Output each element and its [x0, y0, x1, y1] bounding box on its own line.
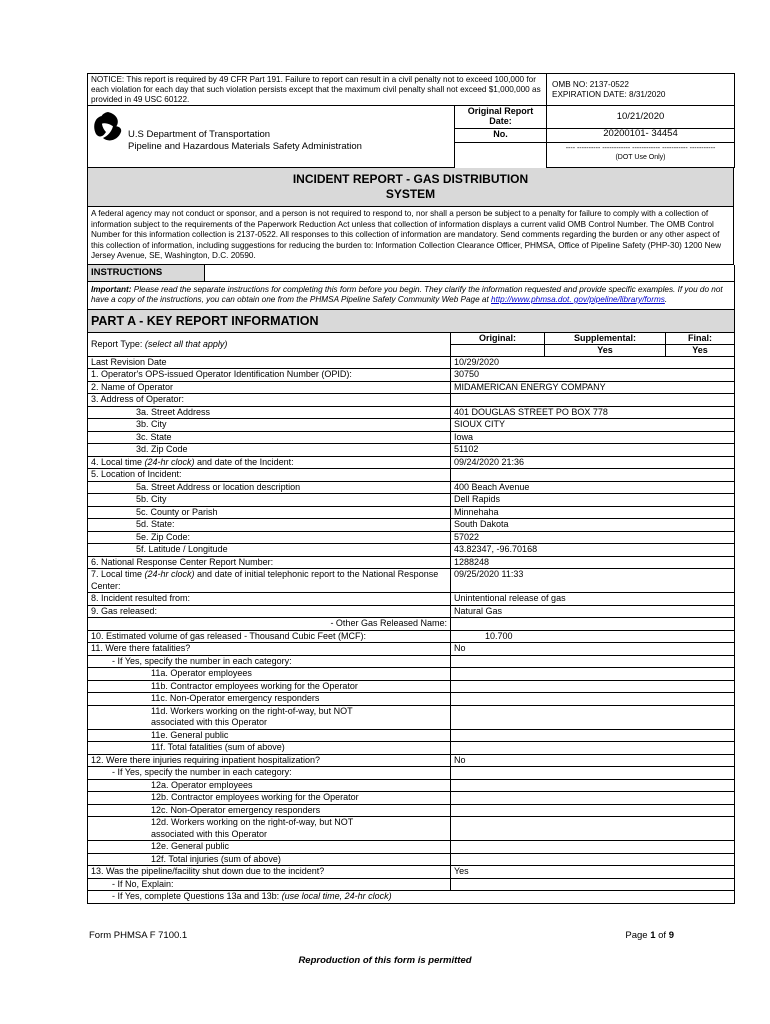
- table-row: [88, 680, 735, 693]
- field-value[interactable]: 57022: [451, 531, 735, 544]
- field-value[interactable]: 401 DOUGLAS STREET PO BOX 778: [451, 406, 735, 419]
- table-row: [88, 419, 735, 432]
- field-value[interactable]: MIDAMERICAN ENERGY COMPANY: [451, 381, 735, 394]
- dot-use-only: [547, 142, 735, 167]
- field-label: - If No, Explain:: [88, 878, 451, 891]
- field-value[interactable]: 09/25/2020 11:33: [451, 569, 735, 593]
- field-value[interactable]: No: [451, 754, 735, 767]
- table-row: [88, 469, 735, 482]
- table-row: [88, 519, 735, 532]
- table-row: [88, 779, 735, 792]
- supplemental-label: Supplemental:: [545, 333, 666, 345]
- important-label: Important:: [91, 284, 132, 294]
- header-table: [87, 73, 735, 106]
- field-label: 3d. Zip Code: [88, 444, 451, 457]
- table-row: [88, 569, 735, 593]
- field-label: 1. Operator's OPS-issued Operator Identification Number (OPID):: [88, 369, 451, 382]
- original-value[interactable]: [451, 344, 545, 356]
- field-label: - If Yes, specify the number in each category:: [88, 655, 451, 668]
- table-row: [88, 742, 735, 755]
- field-value[interactable]: 43.82347, -96.70168: [451, 544, 735, 557]
- agency-name: U.S Department of Transportation: [128, 129, 271, 140]
- instructions-label: INSTRUCTIONS: [88, 265, 205, 282]
- final-value[interactable]: Yes: [666, 344, 735, 356]
- field-value[interactable]: Natural Gas: [451, 605, 735, 618]
- incident-report-form: [87, 73, 734, 904]
- table-row: [88, 878, 735, 891]
- table-row: [88, 618, 735, 631]
- field-value[interactable]: [451, 878, 735, 891]
- field-label: 5b. City: [88, 494, 451, 507]
- field-label: 13. Was the pipeline/facility shut down due to the incident?: [88, 866, 451, 879]
- agency-sub: Pipeline and Hazardous Materials Safety Administration: [128, 141, 362, 152]
- field-value[interactable]: 1288248: [451, 556, 735, 569]
- instructions-body: Please read the separate instructions for completing this form before you begin. They clarify the information requested and provide specific examples. If you do not have a copy of the instructions, you can obtain one from the PHMSA Pipeline Safety Community Web Page at: [91, 284, 723, 304]
- field-label: 5d. State:: [88, 519, 451, 532]
- table-row: [88, 668, 735, 681]
- table-row: [88, 494, 735, 507]
- table-row: [88, 369, 735, 382]
- field-label: 10. Estimated volume of gas released - Thousand Cubic Feet (MCF):: [88, 630, 451, 643]
- field-label: 12f. Total injuries (sum of above): [88, 853, 451, 866]
- table-row: [88, 655, 735, 668]
- table-row: [88, 431, 735, 444]
- field-label: 8. Incident resulted from:: [88, 593, 451, 606]
- part-a-heading: PART A - KEY REPORT INFORMATION: [88, 309, 735, 332]
- field-value[interactable]: [451, 618, 735, 631]
- dot-use-line: ---- ---------- ------------ ------------ ----------- -----------: [565, 144, 716, 152]
- field-value[interactable]: [451, 469, 735, 482]
- field-value[interactable]: [451, 680, 735, 693]
- field-label: 2. Name of Operator: [88, 381, 451, 394]
- field-label: 11a. Operator employees: [88, 668, 451, 681]
- table-row: [88, 605, 735, 618]
- expiration-date: EXPIRATION DATE: 8/31/2020: [552, 90, 666, 99]
- field-label: 5a. Street Address or location description: [88, 481, 451, 494]
- table-row: [88, 531, 735, 544]
- table-row: [88, 866, 735, 879]
- table-row: [88, 544, 735, 557]
- field-value[interactable]: [451, 792, 735, 805]
- field-value[interactable]: South Dakota: [451, 519, 735, 532]
- report-no-label: No.: [455, 129, 547, 143]
- field-label: 3a. Street Address: [88, 406, 451, 419]
- field-value[interactable]: 10.700: [451, 630, 735, 643]
- table-row: [88, 804, 735, 817]
- table-row: [88, 841, 735, 854]
- field-value[interactable]: 51102: [451, 444, 735, 457]
- field-label: 12c. Non-Operator emergency responders: [88, 804, 451, 817]
- field-value[interactable]: Yes: [451, 866, 735, 879]
- field-label: 11e. General public: [88, 729, 451, 742]
- table-row: [88, 767, 735, 780]
- field-label: 9. Gas released:: [88, 605, 451, 618]
- field-value[interactable]: No: [451, 643, 735, 656]
- table-row: [88, 593, 735, 606]
- title-line-2: SYSTEM: [385, 187, 436, 201]
- table-row: [88, 381, 735, 394]
- field-label: 6. National Response Center Report Number:: [88, 556, 451, 569]
- field-label: 5c. County or Parish: [88, 506, 451, 519]
- field-label: 12a. Operator employees: [88, 779, 451, 792]
- field-label: 3b. City: [88, 419, 451, 432]
- form-number: Form PHMSA F 7100.1: [89, 930, 188, 941]
- field-label: 3. Address of Operator:: [88, 394, 451, 407]
- table-row: [88, 705, 735, 729]
- report-type-table: [87, 333, 735, 357]
- field-value[interactable]: [451, 693, 735, 706]
- original-label: Original:: [451, 333, 545, 345]
- field-label: Last Revision Date: [88, 357, 451, 369]
- table-row: [88, 792, 735, 805]
- reproduction-notice: Reproduction of this form is permitted: [298, 955, 472, 966]
- title-line-1: INCIDENT REPORT - GAS DISTRIBUTION: [292, 172, 529, 186]
- field-value[interactable]: [451, 779, 735, 792]
- table-row: [88, 506, 735, 519]
- field-value[interactable]: [451, 729, 735, 742]
- field-label: 11f. Total fatalities (sum of above): [88, 742, 451, 755]
- field-label: 12e. General public: [88, 841, 451, 854]
- table-row: [88, 729, 735, 742]
- field-label: 7. Local time (24-hr clock) and date of initial telephonic report to the National Response Center:: [88, 569, 451, 593]
- field-label: - If Yes, specify the number in each category:: [88, 767, 451, 780]
- field-label: 5. Location of Incident:: [88, 469, 451, 482]
- table-row: [88, 456, 735, 469]
- field-value[interactable]: [451, 394, 735, 407]
- field-value[interactable]: [451, 742, 735, 755]
- field-value[interactable]: Unintentional release of gas: [451, 593, 735, 606]
- field-value[interactable]: 30750: [451, 369, 735, 382]
- field-label: 4. Local time (24-hr clock) and date of the Incident:: [88, 456, 451, 469]
- field-label: 11b. Contractor employees working for the Operator: [88, 680, 451, 693]
- table-row: [88, 481, 735, 494]
- table-row: [88, 643, 735, 656]
- title-table: [87, 168, 734, 265]
- field-value[interactable]: Iowa: [451, 431, 735, 444]
- table-row: [88, 406, 735, 419]
- agency-block: [88, 106, 455, 168]
- part-a-table: [87, 357, 735, 904]
- instructions-table: [87, 265, 735, 333]
- original-report-date: 10/21/2020: [547, 106, 735, 129]
- report-number: 20200101- 34454: [547, 129, 735, 143]
- table-row: [88, 891, 735, 904]
- original-report-date-label: Original Report Date:: [455, 106, 547, 129]
- field-value[interactable]: [451, 804, 735, 817]
- field-value[interactable]: 400 Beach Avenue: [451, 481, 735, 494]
- field-value[interactable]: [451, 853, 735, 866]
- table-row: [88, 817, 735, 841]
- field-value[interactable]: 09/24/2020 21:36: [451, 456, 735, 469]
- table-row: [88, 693, 735, 706]
- field-label: - If Yes, complete Questions 13a and 13b: (use local time, 24-hr clock): [88, 891, 735, 904]
- table-row: [88, 853, 735, 866]
- notice-text: NOTICE: This report is required by 49 CFR Part 191. Failure to report can result in a civil penalty not to exceed 100,000 for each violation for each day that such violation persists except that the maximum civil penalty shall not exceed $1,000,000 as provided in 49 USC 60122.: [88, 74, 547, 106]
- instructions-text: Important: Please read the separate instructions for completing this form before you begin. They clarify the information requested and provide specific examples. If you do not have a copy of the instructions, you can obtain one from the PHMSA Pipeline Safety Community Web Page at http://www.phmsa.dot. gov/pipeline/library/forms.: [88, 281, 735, 309]
- field-label: 11d. Workers working on the right-of-way, but NOT associated with this Operator: [88, 705, 451, 729]
- field-value[interactable]: Dell Rapids: [451, 494, 735, 507]
- field-label: 11c. Non-Operator emergency responders: [88, 693, 451, 706]
- field-value[interactable]: [451, 767, 735, 780]
- field-label: 11. Were there fatalities?: [88, 643, 451, 656]
- field-value[interactable]: SIOUX CITY: [451, 419, 735, 432]
- agency-table: [87, 106, 735, 168]
- table-row: [88, 556, 735, 569]
- final-label: Final:: [666, 333, 735, 345]
- part-a-rows: [88, 357, 735, 904]
- field-label: 12d. Workers working on the right-of-way, but NOT associated with this Operator: [88, 817, 451, 841]
- burden-statement: A federal agency may not conduct or sponsor, and a person is not required to respond to, nor shall a person be subject to a penalty for failure to comply with a collection of information subject to the requirements of the Paperwork Reduction Act unless that collection of information displays a current valid OMB Control Number. The OMB Control Number for this information collection is 2137-0522. All responses to this collection of information are mandatory. Send comments regarding the burden or any other aspect of this collection of information, including suggestions for reducing the burden to: Information Collection Clearance Officer, PHMSA, Office of Pipeline Safety (PHP-30) 1200 New Jersey Avenue, SE, Washington, D.C. 20590.: [88, 207, 734, 265]
- table-row: [88, 630, 735, 643]
- field-value[interactable]: Minnehaha: [451, 506, 735, 519]
- table-row: [88, 754, 735, 767]
- field-label: 5f. Latitude / Longitude: [88, 544, 451, 557]
- page-title: [88, 168, 734, 207]
- supplemental-value[interactable]: Yes: [545, 344, 666, 356]
- field-label: - Other Gas Released Name:: [88, 618, 451, 631]
- field-label: 12. Were there injuries requiring inpatient hospitalization?: [88, 754, 451, 767]
- dot-triskelion-icon: [91, 110, 125, 144]
- field-label: 3c. State: [88, 431, 451, 444]
- field-value[interactable]: [451, 655, 735, 668]
- field-value[interactable]: [451, 841, 735, 854]
- field-value[interactable]: [451, 668, 735, 681]
- omb-info: [547, 74, 735, 106]
- field-label: 12b. Contractor employees working for the Operator: [88, 792, 451, 805]
- field-value[interactable]: [451, 817, 735, 841]
- dot-use-label: (DOT Use Only): [615, 153, 666, 161]
- page-number: Page 1 of 9: [625, 930, 674, 941]
- table-row: [88, 444, 735, 457]
- table-row: [88, 357, 735, 369]
- forms-link[interactable]: http://www.phmsa.dot. gov/pipeline/library/forms: [491, 295, 665, 304]
- field-label: 5e. Zip Code:: [88, 531, 451, 544]
- table-row: [88, 394, 735, 407]
- field-value[interactable]: [451, 705, 735, 729]
- report-type-label: Report Type: (select all that apply): [88, 333, 451, 357]
- field-value[interactable]: 10/29/2020: [451, 357, 735, 369]
- omb-number: OMB NO: 2137-0522: [552, 80, 629, 89]
